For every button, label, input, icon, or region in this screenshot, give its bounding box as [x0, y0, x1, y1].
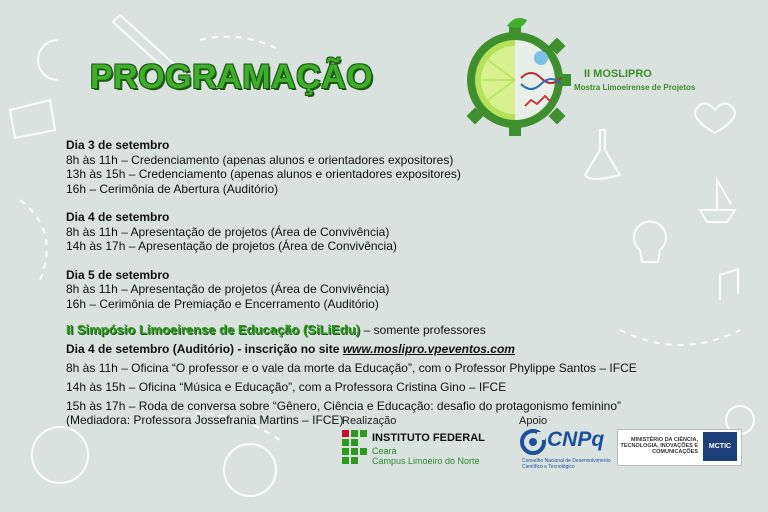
symposium-heading — [66, 322, 486, 337]
if-subtitle — [372, 446, 480, 466]
realizacao-label: Realização — [342, 415, 397, 427]
symposium-site-link[interactable]: www.moslipro.vpeventos.com — [342, 342, 515, 356]
globe-icon — [224, 444, 276, 496]
symposium-session: 15h às 17h – Roda de conversa sobre “Gênero, Ciência e Educação: desafio do protagonismo feminino” — [66, 399, 622, 413]
instituto-federal-logo — [342, 430, 368, 470]
symposium-day — [66, 342, 515, 356]
page-title: PROGRAMAÇÃO — [90, 58, 374, 96]
cnpq-subtitle: Conselho Nacional de Desenvolvimento Científico e Tecnológico — [522, 458, 611, 470]
symposium-session: 8h às 11h – Oficina “O professor e o vale da morte da Educação”, com o Professor Phylippe Santos – IFCE — [66, 361, 637, 375]
schedule-item: 16h – Cerimônia de Abertura (Auditório) — [66, 181, 279, 196]
schedule — [66, 138, 726, 325]
schedule-item: 13h às 15h – Credenciamento (apenas alunos e orientadores expositores) — [66, 167, 461, 181]
schedule-item: 16h – Cerimônia de Premiação e Encerramento (Auditório) — [66, 296, 379, 311]
heart-icon — [695, 103, 735, 133]
event-subtitle: Mostra Limoeirense de Projetos — [574, 83, 696, 92]
schedule-item: 8h às 11h – Credenciamento (apenas alunos e orientadores expositores) — [66, 152, 454, 167]
day-heading: Dia 5 de setembro — [66, 267, 170, 282]
schedule-day — [66, 138, 726, 196]
magnet-icon — [38, 40, 58, 80]
symposium-title: II Simpósio Limoeirense de Educação (SiLiEdu) — [66, 322, 361, 337]
symposium-session: (Mediadora: Professora Jossefrania Martins – IFCE) — [66, 413, 344, 427]
moslipro-logo — [455, 18, 575, 138]
schedule-day — [66, 268, 726, 312]
mctic-text: MINISTÉRIO DA CIÊNCIA, TECNOLOGIA, INOVAÇÕES E COMUNICAÇÕES — [620, 437, 698, 455]
symposium-session: 14h às 15h – Oficina “Música e Educação”, com a Professora Cristina Gino – IFCE — [66, 380, 507, 394]
if-state: Ceará — [372, 446, 397, 456]
day-heading: Dia 4 de setembro — [66, 210, 170, 224]
day-heading: Dia 3 de setembro — [66, 138, 170, 152]
apoio-label: Apoio — [519, 415, 548, 427]
mctic-badge: MCTIC — [703, 432, 737, 461]
schedule-item: 8h às 11h – Apresentação de projetos (Área de Convivência) — [66, 224, 390, 239]
if-name: INSTITUTO FEDERAL — [372, 432, 485, 444]
event-name: II MOSLIPRO — [584, 68, 652, 80]
cnpq-name: CNPq — [547, 428, 605, 451]
schedule-day — [66, 210, 726, 254]
ball-icon — [32, 427, 88, 483]
if-campus: Campus Limoeiro do Norte — [372, 456, 480, 466]
cnpq-logo-icon — [519, 428, 547, 456]
schedule-item: 8h às 11h – Apresentação de projetos (Área de Convivência) — [66, 282, 390, 296]
schedule-item: 14h às 17h – Apresentação de projetos (Área de Convivência) — [66, 239, 397, 253]
symposium-audience: – somente professores — [363, 323, 486, 337]
symposium-day-info: Dia 4 de setembro (Auditório) - inscrição no site — [66, 342, 343, 356]
